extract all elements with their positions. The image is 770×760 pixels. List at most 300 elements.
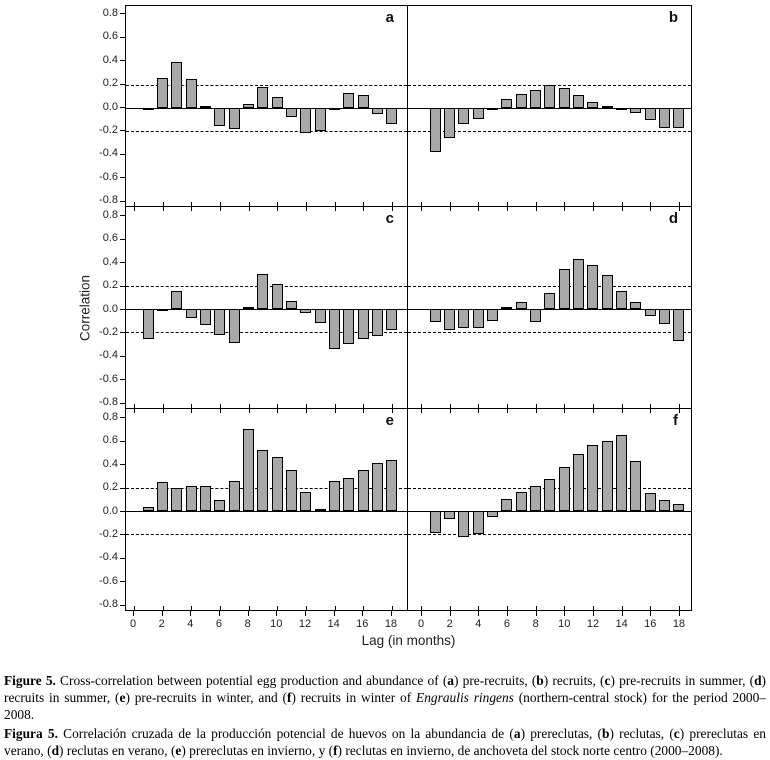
bar-lag-12 [587, 445, 598, 511]
caption-es-text: ) prereclutas, ( [520, 726, 602, 742]
x-tick-mark [133, 611, 134, 616]
bar-lag-12 [587, 102, 598, 108]
x-tick-mark [191, 409, 192, 413]
x-tick-label: 16 [356, 618, 369, 630]
bar-lag-1 [430, 309, 441, 322]
x-tick-mark [363, 207, 364, 211]
x-tick-mark [305, 611, 306, 616]
x-tick-mark [306, 404, 307, 408]
x-tick-mark [421, 404, 422, 408]
x-tick-mark [277, 207, 278, 211]
x-tick-mark [421, 202, 422, 206]
x-tick-mark [362, 611, 363, 616]
x-tick-label: 0 [417, 618, 425, 630]
bar-lag-10 [559, 467, 570, 511]
x-tick-mark [478, 404, 479, 408]
x-tick-label: 0 [129, 618, 137, 630]
x-tick-mark [248, 611, 249, 616]
x-tick-label: 10 [270, 618, 283, 630]
bar-lag-9 [257, 87, 268, 108]
x-tick-mark [249, 409, 250, 413]
x-tick-mark [277, 202, 278, 206]
x-tick-mark [450, 409, 451, 413]
x-tick-label: 14 [615, 618, 628, 630]
bar-lag-8 [530, 90, 541, 108]
caption-es-bold: f [333, 742, 338, 758]
x-tick-mark [622, 611, 623, 616]
panel-c [125, 207, 408, 409]
y-tick-label: 0.0 [102, 100, 118, 113]
x-tick-mark [392, 404, 393, 408]
caption-en-text: ) recruits in summer, ( [4, 673, 767, 705]
bar-lag-6 [214, 309, 225, 335]
bar-lag-6 [214, 108, 225, 126]
caption-en-text: ) pre-recruits, ( [454, 673, 537, 689]
bar-lag-1 [143, 507, 154, 511]
y-tick-mark [120, 201, 125, 202]
bar-lag-10 [559, 269, 570, 309]
x-tick-mark [220, 606, 221, 610]
y-tick-label: 0.2 [102, 77, 118, 90]
bar-lag-17 [372, 108, 383, 114]
x-tick-mark [507, 404, 508, 408]
bar-lag-10 [272, 97, 283, 108]
bar-lag-9 [544, 479, 555, 511]
bar-lag-5 [487, 108, 498, 110]
bar-lag-15 [343, 93, 354, 108]
significance-line-lower [408, 534, 691, 535]
caption-en-bold: d [754, 673, 762, 689]
x-tick-mark [335, 409, 336, 413]
bar-lag-8 [243, 429, 254, 511]
bar-lag-16 [358, 95, 369, 108]
x-tick-mark [478, 611, 479, 616]
y-tick-mark [120, 13, 125, 14]
bar-lag-4 [186, 79, 197, 108]
y-tick-mark [120, 511, 125, 512]
significance-line-lower [126, 131, 407, 132]
y-tick-mark [120, 581, 125, 582]
y-tick-label: -0.4 [99, 551, 118, 564]
x-tick-mark [220, 409, 221, 413]
bar-lag-6 [501, 307, 512, 309]
panel-d [408, 207, 692, 409]
x-tick-mark [564, 611, 565, 616]
bar-lag-18 [386, 108, 397, 124]
bar-lag-11 [573, 454, 584, 511]
x-tick-mark [306, 606, 307, 610]
x-tick-mark [363, 202, 364, 206]
x-tick-mark [220, 207, 221, 211]
x-tick-mark [679, 409, 680, 413]
x-tick-mark [134, 409, 135, 413]
bar-lag-12 [300, 492, 311, 511]
y-tick-label: -0.8 [99, 396, 118, 409]
bar-lag-5 [200, 106, 211, 108]
panel-b [408, 5, 692, 207]
bar-lag-16 [645, 493, 656, 511]
bar-lag-7 [229, 108, 240, 129]
x-tick-label: 18 [672, 618, 686, 630]
x-tick-label: 6 [503, 618, 511, 630]
bar-lag-18 [386, 309, 397, 330]
y-tick-label: 0.6 [102, 30, 118, 43]
caption-es-bold: b [602, 726, 610, 742]
x-tick-mark [392, 202, 393, 206]
x-tick-mark [478, 409, 479, 413]
y-tick-mark [120, 403, 125, 404]
x-tick-mark [249, 207, 250, 211]
bar-lag-3 [458, 511, 469, 537]
x-tick-mark [306, 409, 307, 413]
bar-lag-13 [602, 106, 613, 108]
x-tick-mark [507, 202, 508, 206]
bar-lag-7 [516, 492, 527, 511]
bar-lag-7 [516, 302, 527, 309]
bar-lag-3 [458, 108, 469, 124]
bar-lag-3 [171, 488, 182, 511]
bar-lag-14 [616, 291, 627, 309]
x-tick-mark [536, 606, 537, 610]
x-tick-mark [249, 606, 250, 610]
panel-label-f: f [673, 412, 678, 429]
x-tick-mark [335, 404, 336, 408]
panel-label-d: d [668, 210, 678, 227]
x-tick-mark [478, 207, 479, 211]
y-tick-label: 0.6 [102, 232, 118, 245]
x-tick-mark [163, 409, 164, 413]
x-tick-mark [507, 606, 508, 610]
y-tick-label: -0.4 [99, 147, 118, 160]
bar-lag-4 [473, 108, 484, 119]
x-tick-mark [650, 404, 651, 408]
bar-lag-5 [200, 486, 211, 511]
caption-es-bold: e [175, 742, 182, 758]
x-tick-mark [421, 409, 422, 413]
x-tick-mark [220, 202, 221, 206]
y-tick-label: 0.0 [102, 302, 118, 315]
bar-lag-14 [329, 481, 340, 511]
bar-lag-3 [171, 291, 182, 309]
x-tick-mark [191, 202, 192, 206]
y-tick-mark [120, 177, 125, 178]
x-tick-label: 12 [586, 618, 600, 630]
x-tick-mark [450, 207, 451, 211]
x-tick-mark [593, 202, 594, 206]
bar-lag-2 [444, 309, 455, 330]
y-axis-title: Correlation [77, 274, 93, 342]
x-tick-mark [392, 606, 393, 610]
x-tick-mark [564, 207, 565, 211]
x-tick-mark [163, 202, 164, 206]
y-tick-mark [120, 37, 125, 38]
x-tick-mark [536, 409, 537, 413]
caption-es-text: ) prereclutas en verano, ( [4, 726, 766, 758]
bar-lag-13 [315, 509, 326, 511]
x-tick-label: 8 [532, 618, 539, 630]
x-tick-mark [421, 606, 422, 610]
caption-en-text: ) recruits in winter of [291, 689, 417, 705]
y-tick-mark [120, 60, 125, 61]
bar-lag-16 [358, 309, 369, 339]
x-tick-mark [536, 207, 537, 211]
x-tick-mark [335, 202, 336, 206]
y-tick-label: 0.2 [102, 481, 118, 494]
bar-lag-8 [243, 104, 254, 108]
bar-lag-14 [616, 435, 627, 511]
x-tick-mark [450, 611, 451, 616]
caption-en-bold: c [604, 673, 611, 689]
x-tick-mark [363, 404, 364, 408]
x-tick-label: 14 [327, 618, 340, 630]
y-tick-label: 0.4 [102, 255, 118, 268]
x-tick-mark [650, 207, 651, 211]
bar-lag-10 [272, 457, 283, 511]
bar-lag-9 [544, 293, 555, 309]
y-tick-mark [120, 262, 125, 263]
x-axis-title: Lag (in months) [361, 633, 456, 648]
y-tick-mark [120, 441, 125, 442]
bar-lag-2 [157, 78, 168, 108]
x-tick-mark [163, 207, 164, 211]
x-tick-label: 8 [244, 618, 251, 630]
x-tick-mark [276, 611, 277, 616]
x-tick-mark [622, 404, 623, 408]
x-tick-mark [536, 202, 537, 206]
y-tick-label: -0.8 [99, 598, 118, 611]
caption-es-text: Correlación cruzada de la producción potencial de huevos on la abundancia de ( [57, 726, 514, 742]
x-tick-mark [507, 409, 508, 413]
y-tick-label: 0.6 [102, 434, 118, 447]
x-tick-mark [650, 409, 651, 413]
x-tick-mark [564, 202, 565, 206]
y-tick-mark [120, 488, 125, 489]
bar-lag-14 [329, 309, 340, 349]
y-tick-mark [120, 107, 125, 108]
y-tick-mark [120, 464, 125, 465]
y-tick-label: -0.2 [99, 527, 118, 540]
x-tick-mark [564, 606, 565, 610]
bar-lag-12 [300, 309, 311, 313]
caption-en-italic: Engraulis ringens [416, 689, 514, 705]
x-tick-label: 2 [158, 618, 165, 630]
x-tick-mark [478, 606, 479, 610]
x-tick-mark [450, 404, 451, 408]
panel-e [125, 409, 408, 611]
caption-en-text: ) pre-recruits in winter, and ( [125, 689, 288, 705]
bar-lag-2 [157, 309, 168, 311]
x-tick-mark [163, 606, 164, 610]
y-tick-mark [120, 239, 125, 240]
y-tick-mark [120, 84, 125, 85]
x-tick-mark [450, 202, 451, 206]
caption-es-bold: Figura 5. [4, 726, 58, 742]
bar-lag-12 [300, 108, 311, 133]
bar-lag-18 [673, 309, 684, 341]
bar-lag-17 [659, 108, 670, 128]
x-tick-mark [277, 404, 278, 408]
y-tick-label: 0.0 [102, 504, 118, 517]
x-tick-mark [191, 606, 192, 610]
bar-lag-13 [602, 441, 613, 511]
bar-lag-15 [343, 309, 354, 344]
y-tick-label: 0.8 [102, 208, 118, 221]
x-tick-mark [622, 207, 623, 211]
bar-lag-13 [315, 108, 326, 131]
caption-en-text: Cross-correlation between potential egg production and abundance of ( [55, 673, 448, 689]
bar-lag-9 [257, 450, 268, 511]
bar-lag-4 [186, 486, 197, 511]
bar-lag-15 [630, 302, 641, 309]
bar-lag-6 [501, 499, 512, 511]
bar-lag-8 [243, 307, 254, 309]
y-tick-mark [120, 379, 125, 380]
x-tick-mark [219, 611, 220, 616]
caption-es-text: ) reclutas, ( [609, 726, 674, 742]
caption-es-bold: a [513, 726, 521, 742]
x-tick-mark [507, 207, 508, 211]
x-tick-mark [134, 207, 135, 211]
x-tick-mark [507, 611, 508, 616]
bar-lag-2 [444, 108, 455, 138]
x-tick-mark [622, 606, 623, 610]
y-tick-label: -0.8 [99, 194, 118, 207]
caption-en-text: ) recruits, ( [543, 673, 605, 689]
x-tick-mark [421, 611, 422, 616]
x-tick-mark [191, 207, 192, 211]
y-tick-label: -0.6 [99, 372, 118, 385]
bar-lag-15 [630, 108, 641, 113]
x-tick-mark [450, 606, 451, 610]
y-tick-label: 0.4 [102, 53, 118, 66]
bar-lag-16 [645, 309, 656, 316]
bar-lag-16 [645, 108, 656, 120]
significance-line-upper [408, 286, 691, 287]
bar-lag-18 [673, 108, 684, 128]
panel-label-e: e [385, 412, 394, 429]
bar-lag-3 [458, 309, 469, 328]
bar-lag-13 [602, 275, 613, 309]
panel-label-c: c [385, 210, 394, 227]
bar-lag-18 [386, 460, 397, 511]
x-tick-mark [134, 202, 135, 206]
bar-lag-7 [516, 94, 527, 108]
x-tick-mark [334, 611, 335, 616]
x-tick-mark [650, 606, 651, 610]
x-tick-label: 2 [446, 618, 453, 630]
y-tick-mark [120, 534, 125, 535]
caption-en-bold: Figure 5. [4, 673, 56, 689]
y-tick-label: 0.2 [102, 279, 118, 292]
panel-f [408, 409, 692, 611]
bar-lag-11 [573, 95, 584, 108]
bar-lag-4 [473, 511, 484, 534]
y-tick-label: -0.2 [99, 123, 118, 136]
bar-lag-9 [544, 85, 555, 108]
bar-lag-14 [616, 108, 627, 110]
significance-line-lower [408, 332, 691, 333]
x-tick-mark [277, 409, 278, 413]
bar-lag-8 [530, 486, 541, 511]
bar-lag-4 [473, 309, 484, 328]
x-tick-mark [564, 409, 565, 413]
x-tick-mark [593, 611, 594, 616]
x-tick-mark [134, 606, 135, 610]
x-tick-mark [220, 404, 221, 408]
bar-lag-12 [587, 265, 598, 309]
x-tick-mark [277, 606, 278, 610]
bar-lag-11 [286, 470, 297, 511]
bar-lag-8 [530, 309, 541, 322]
caption-es-text: ) prereclutas en invierno, y ( [181, 742, 334, 758]
x-tick-mark [679, 606, 680, 610]
bar-lag-16 [358, 470, 369, 511]
bar-lag-2 [157, 482, 168, 511]
bar-lag-2 [444, 511, 455, 519]
caption-english [4, 673, 766, 723]
x-tick-mark [306, 207, 307, 211]
caption-en-bold: a [447, 673, 454, 689]
x-tick-mark [306, 202, 307, 206]
caption-es-bold: d [51, 742, 60, 758]
x-tick-mark [536, 404, 537, 408]
bar-lag-14 [329, 108, 340, 110]
bar-lag-1 [430, 108, 441, 152]
bar-lag-18 [673, 504, 684, 511]
bar-lag-11 [286, 108, 297, 117]
bar-lag-11 [286, 301, 297, 309]
x-tick-mark [622, 202, 623, 206]
x-tick-mark [191, 404, 192, 408]
x-tick-mark [478, 202, 479, 206]
y-tick-mark [120, 215, 125, 216]
bar-lag-15 [630, 461, 641, 511]
y-tick-mark [120, 332, 125, 333]
x-tick-mark [134, 404, 135, 408]
caption-en-text: ) pre-recruits in summer, ( [610, 673, 755, 689]
x-tick-label: 10 [558, 618, 571, 630]
x-tick-mark [593, 207, 594, 211]
x-tick-mark [335, 606, 336, 610]
caption-spanish [4, 726, 766, 759]
bar-lag-7 [229, 481, 240, 511]
caption-en-bold: e [119, 689, 126, 705]
bar-lag-10 [272, 284, 283, 309]
bar-lag-10 [559, 88, 570, 108]
y-tick-label: -0.6 [99, 170, 118, 183]
bar-lag-1 [430, 511, 441, 533]
x-tick-label: 4 [187, 618, 194, 630]
bar-lag-17 [659, 500, 670, 511]
x-tick-mark [650, 202, 651, 206]
x-tick-mark [622, 409, 623, 413]
y-tick-mark [120, 417, 125, 418]
y-tick-label: 0.4 [102, 457, 118, 470]
panel-label-a: a [385, 9, 394, 26]
bar-lag-17 [659, 309, 670, 324]
bar-lag-15 [343, 478, 354, 511]
y-tick-mark [120, 356, 125, 357]
x-tick-mark [536, 611, 537, 616]
panel-a [125, 5, 408, 207]
bar-lag-1 [143, 309, 154, 339]
x-tick-mark [249, 404, 250, 408]
caption-en-bold: b [536, 673, 544, 689]
x-tick-mark [679, 202, 680, 206]
x-tick-mark [564, 404, 565, 408]
x-tick-mark [593, 409, 594, 413]
y-tick-mark [120, 558, 125, 559]
